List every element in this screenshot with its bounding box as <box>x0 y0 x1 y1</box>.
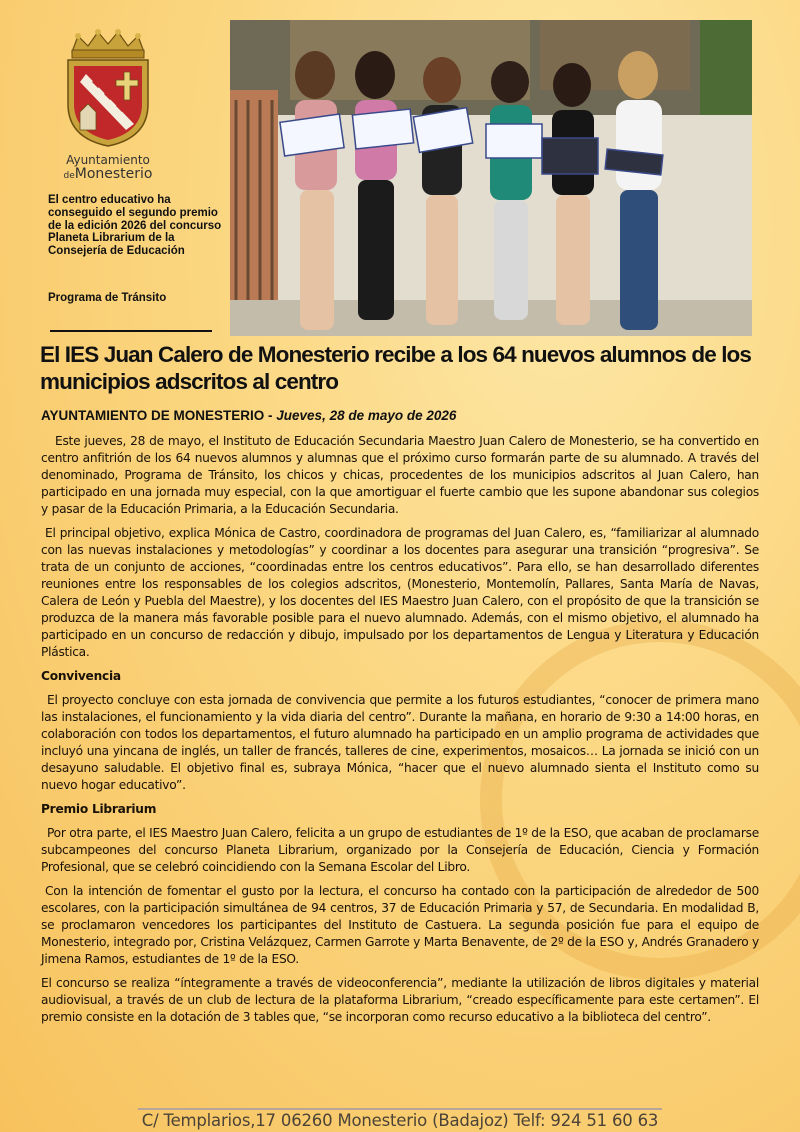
subheading-premio-librarium: Premio Librarium <box>41 802 157 816</box>
byline-source: AYUNTAMIENTO DE MONESTERIO <box>41 408 265 423</box>
coat-of-arms-logo <box>58 26 158 148</box>
paragraph-4: Por otra parte, el IES Maestro Juan Calero, felicita a un grupo de estudiantes de 1º de la ESO, que acaban de proclamarse subcampeones del concurso Planeta Librarium, organizado por la Consejería de Educación, Ciencia y Formación Profesional, que se celebró coincidiendo con la Semana Escolar del Libro. <box>41 826 759 874</box>
sidebar-section-label: Programa de Tránsito <box>48 292 167 304</box>
sidebar-divider <box>50 330 212 332</box>
group-photo <box>230 20 752 336</box>
article-byline <box>41 408 456 423</box>
sidebar-lead-text: El centro educativo ha conseguido el segundo premio de la edición 2026 del concurso Planeta Librarium de la Consejería de Educación <box>48 194 222 258</box>
article-headline: El IES Juan Calero de Monesterio recibe a los 64 nuevos alumnos de los municipios adscritos al centro <box>40 342 751 394</box>
paragraph-6: El concurso se realiza “íntegramente a través de videoconferencia”, mediante la utilización de libros digitales y material audiovisual, a través de un club de lectura de la plataforma Librarium, “creado específicamente para este certamen”. El premio consiste en la dotación de 3 tables que, “se incorporan como recurso educativo a la biblioteca del centro”. <box>41 976 759 1024</box>
subheading-convivencia: Convivencia <box>41 669 121 683</box>
paragraph-5: Con la intención de fomentar el gusto por la lectura, el concurso ha contado con la participación de alrededor de 500 escolares, con la participación simultánea de 94 centros, 37 de Educación Primaria y 57, de Secundaria. En modalidad B, se proclamaron vencedores los participantes del Instituto de Castuera. La segunda posición fue para el equipo de Monesterio, integrado por, Cristina Velázquez, Carmen Garrote y Marta Benavente, de 2º de la ESO y, Andrés Granadero y Jimena Ramos, estudiantes de 1º de la ESO. <box>41 884 759 966</box>
footer-address: C/ Templarios,17 06260 Monesterio (Badajoz) Telf: 924 51 60 63 <box>141 1111 659 1130</box>
logo-wordmark <box>58 153 158 183</box>
logo-line-ayuntamiento: Ayuntamiento <box>66 153 150 167</box>
paragraph-2: El principal objetivo, explica Mónica de Castro, coordinadora de programas del Juan Calero, es, “familiarizar al alumnado con las nuevas instalaciones y metodologías” y coordinar a los docentes para asegurar una transición “progresiva”. Se trata de un conjunto de acciones, “coordinadas entre los centros educativos”. Para ello, se han desarrollado diferentes reuniones entre los responsables de los colegios adscritos, (Monesterio, Montemolín, Pallares, Santa María de Navas, Calera de León y Puebla del Maestre), y los docentes del IES Maestro Juan Calero, con el propósito de que la transición se produzca de la manera más favorable posible para el nuevo alumnado. Además, con el mismo objetivo, el alumnado ha participado en un concurso de redacción y dibujo, impulsado por los departamentos de Lengua y Literatura y Educación Plástica. <box>41 526 759 659</box>
logo-line-de: de <box>63 171 75 181</box>
footer-divider <box>138 1108 662 1110</box>
paragraph-1: Este jueves, 28 de mayo, el Instituto de Educación Secundaria Maestro Juan Calero de Monesterio, se ha convertido en centro anfitrión de los 64 nuevos alumnos y alumnas que el próximo curso formarán parte de su alumnado. A través del denominado, Programa de Tránsito, los chicos y chicas, procedentes de los municipios adscritos al Juan Calero, han participado en una jornada muy especial, con la que amortiguar el fuerte cambio que les supone abandonar sus colegios y pasar de la Educación Primaria, a la Educación Secundaria. <box>41 434 759 516</box>
byline-date: Jueves, 28 de mayo de 2026 <box>276 408 457 423</box>
logo-line-monesterio: Monesterio <box>74 166 153 182</box>
byline-separator: - <box>264 408 277 423</box>
paragraph-3: El proyecto concluye con esta jornada de convivencia que permite a los futuros estudiantes, “conocer de primera mano las instalaciones, el funcionamiento y la vida diaria del centro”. Durante la mañana, en horario de 9:30 a 14:00 horas, en colaboración con todos los departamentos, el futuro alumnado ha participado en un amplio programa de actividades que incluyó una yincana de inglés, un taller de francés, talleres de cine, experimentos, mosaicos… La jornada se inició con un desayuno saludable. El objetivo final es, subraya Mónica, “hacer que el nuevo alumnado sienta el Instituto como su nuevo hogar educativo”. <box>41 693 759 792</box>
article-body <box>41 433 759 1033</box>
